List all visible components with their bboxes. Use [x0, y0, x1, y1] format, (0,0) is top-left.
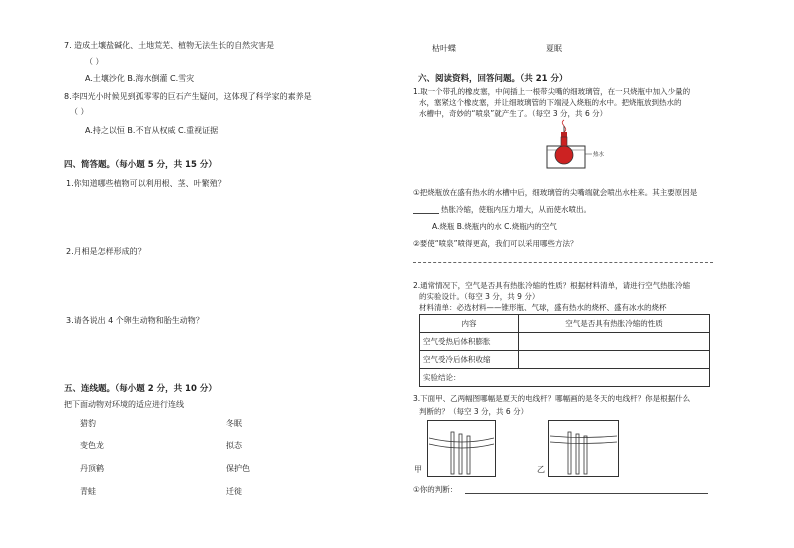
- r1-text-line3: 水槽中，奇妙的“喷泉”就产生了。（每空 3 分，共 6 分）: [419, 109, 608, 118]
- section-6-title: 六、阅读资料，回答问题。（共 21 分）: [418, 74, 568, 84]
- table-cell: 空气受冷后体积收缩: [420, 351, 519, 369]
- r1-q2-answer-line[interactable]: [413, 262, 713, 263]
- q7-options: A.土壤沙化 B.海水倒灌 C.雪灾: [85, 74, 195, 83]
- r2-text-line1: 2.通常情况下，空气是否具有热胀冷缩的性质？根据材料清单，请进行空气热胀冷缩: [413, 281, 691, 290]
- r1-q1-blank[interactable]: [413, 213, 439, 214]
- table-row: [420, 369, 710, 387]
- conclusion-cell[interactable]: 实验结论：: [420, 369, 710, 387]
- experiment-table: [419, 314, 710, 387]
- hot-water-label: 热水: [593, 152, 605, 158]
- r3-text-line1: 3.下面甲、乙两幅图哪幅是夏天的电线杆？哪幅画的是冬天的电线杆？你是根据什么: [413, 394, 691, 403]
- adaptation-item[interactable]: 保护色: [226, 464, 250, 473]
- table-cell: 空气受热后体积膨胀: [420, 333, 519, 351]
- s4-question-2: 2.月相是怎样形成的？: [66, 247, 146, 256]
- r2-materials: 材料清单：必选材料——锥形瓶、气球，盛有热水的烧杯、盛有冰水的烧杯: [419, 303, 667, 312]
- r3-text-line2: 判断的？（每空 3 分，共 6 分）: [419, 407, 529, 416]
- pole-figure-yi: [548, 420, 620, 478]
- r1-q1-line1: ①把烧瓶放在盛有热水的水槽中后，细玻璃管的尖嘴端就会喷出水柱来。其主要原因是: [413, 188, 698, 197]
- r1-text-line1: 1.取一个带孔的橡皮塞，中间插上一根带尖嘴的细玻璃管，在一只烧瓶中加入少量的: [413, 87, 691, 96]
- q7-answer-paren[interactable]: （ ）: [85, 57, 104, 66]
- r3-q1-answer-line[interactable]: [465, 493, 708, 494]
- animal-item[interactable]: 变色龙: [80, 441, 104, 450]
- table-row: [420, 351, 710, 369]
- adaptation-item[interactable]: 冬眠: [226, 419, 242, 428]
- adaptation-item[interactable]: 迁徙: [226, 487, 242, 496]
- animal-item[interactable]: 青蛙: [80, 487, 96, 496]
- q8-text: 8.李四光小时候见到孤零零的巨石产生疑问，这体现了科学家的素养是: [64, 92, 312, 101]
- table-header: 内容: [420, 315, 519, 333]
- section-4-title: 四、简答题。（每小题 5 分，共 15 分）: [64, 160, 217, 170]
- q8-answer-paren[interactable]: （ ）: [70, 107, 89, 116]
- section-5-title: 五、连线题。（每小题 2 分，共 10 分）: [64, 384, 217, 394]
- table-header: 空气是否具有热胀冷缩的性质: [519, 315, 710, 333]
- table-row: [420, 333, 710, 351]
- pole-figure-jia: [427, 420, 497, 478]
- r1-text-line2: 水，塞紧这个橡皮塞，并让细玻璃管的下端浸入烧瓶的水中。把烧瓶放到热水的: [419, 98, 682, 107]
- animal-item[interactable]: 猎豹: [80, 419, 96, 428]
- animal-item[interactable]: 枯叶蝶: [432, 44, 456, 53]
- adaptation-item[interactable]: 拟态: [226, 441, 242, 450]
- animal-item[interactable]: 丹顶鹤: [80, 464, 104, 473]
- q8-options: A.持之以恒 B.不盲从权威 C.重视证据: [85, 126, 219, 135]
- adaptation-item[interactable]: 夏眠: [546, 44, 562, 53]
- r1-q1-options: A.烧瓶 B.烧瓶内的水 C.烧瓶内的空气: [432, 222, 557, 231]
- r3-q1-label: ①你的判断：: [413, 485, 458, 494]
- section-5-intro: 把下面动物对环境的适应进行连线: [64, 400, 184, 409]
- q7-text: 7. 造成土壤盐碱化、土地荒芜、植物无法生长的自然灾害是: [64, 41, 275, 50]
- r2-text-line2: 的实验设计。（每空 3 分，共 9 分）: [419, 292, 540, 301]
- answer-cell[interactable]: [519, 333, 710, 351]
- s4-question-1: 1.你知道哪些植物可以利用根、茎、叶繁殖？: [66, 179, 226, 188]
- label-jia: 甲: [414, 465, 422, 474]
- label-yi: 乙: [537, 465, 545, 474]
- r1-q1-line2: 热胀冷缩，使瓶内压力增大，从而使水喷出。: [441, 205, 591, 214]
- table-header-row: [420, 315, 710, 333]
- rubber-stopper-icon: [561, 132, 567, 137]
- s4-question-3: 3.请各说出 4 个卵生动物和胎生动物？: [66, 316, 204, 325]
- fountain-flask-figure: [540, 118, 610, 178]
- flask-icon: [555, 146, 573, 164]
- r1-q2: ②要使“喷泉”喷得更高，我们可以采用哪些方法？: [413, 239, 578, 248]
- answer-cell[interactable]: [519, 351, 710, 369]
